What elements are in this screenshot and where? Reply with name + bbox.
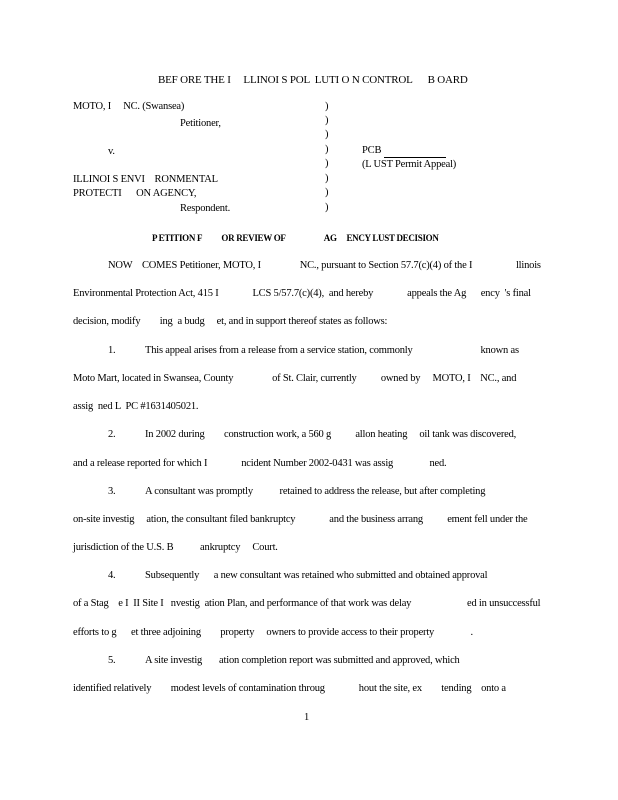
paragraph-number: 5. [108, 655, 116, 666]
body-line: identified relatively modest levels of contamination throug hout the site, ex tending onto a [73, 683, 506, 694]
pcb-number-blank [384, 157, 446, 158]
body-line: NOW COMES Petitioner, MOTO, I NC., pursuant to Section 57.7(c)(4) of the I llinois [108, 260, 541, 271]
body-line: assig ned L PC #1631405021. [73, 401, 199, 412]
body-line: Moto Mart, located in Swansea, County of St. Clair, currently owned by MOTO, I NC., and [73, 373, 517, 384]
body-line: A consultant was promptly retained to address the release, but after completing [145, 486, 486, 497]
body-line: This appeal arises from a release from a service station, commonly known as [145, 345, 519, 356]
respondent-role: Respondent. [180, 203, 231, 214]
caption-bracket: ) [325, 158, 329, 169]
page-number: 1 [304, 712, 310, 723]
caption-bracket: ) [325, 115, 329, 126]
petitioner-role: Petitioner, [180, 118, 221, 129]
body-line: of a Stag e I II Site I nvestig ation Plan, and performance of that work was delay ed in unsuccessful [73, 598, 541, 609]
pcb-label: PCB [362, 145, 382, 156]
caption-bracket: ) [325, 187, 329, 198]
board-heading: BEF ORE THE I LLINOI S POL LUTI O N CONTROL B OARD [158, 74, 468, 86]
paragraph-number: 2. [108, 429, 116, 440]
caption-bracket: ) [325, 101, 329, 112]
paragraph-number: 1. [108, 345, 116, 356]
versus-label: v. [108, 146, 115, 157]
paragraph-number: 3. [108, 486, 116, 497]
respondent-name-line-1: ILLINOI S ENVI RONMENTAL [73, 174, 218, 185]
caption-bracket: ) [325, 129, 329, 140]
respondent-name-line-2: PROTECTI ON AGENCY, [73, 188, 197, 199]
body-line: In 2002 during construction work, a 560 g allon heating oil tank was discovered, [145, 429, 517, 440]
paragraph-number: 4. [108, 570, 116, 581]
body-line: on-site investig ation, the consultant filed bankruptcy and the business arrang ement fell under the [73, 514, 528, 525]
body-line: Subsequently a new consultant was retained who submitted and obtained approval [145, 570, 488, 581]
document-title: P ETITION F OR REVIEW OF AG ENCY LUST DECISION [152, 233, 439, 243]
petitioner-name: MOTO, I NC. (Swansea) [73, 101, 185, 112]
caption-bracket: ) [325, 173, 329, 184]
caption-bracket: ) [325, 202, 329, 213]
pcb-case-type: (L UST Permit Appeal) [362, 159, 457, 170]
body-line: jurisdiction of the U.S. B ankruptcy Court. [73, 542, 278, 553]
body-line: and a release reported for which I ncident Number 2002-0431 was assig ned. [73, 458, 447, 469]
body-line: decision, modify ing a budg et, and in support thereof states as follows: [73, 316, 388, 327]
body-line: A site investig ation completion report was submitted and approved, which [145, 655, 460, 666]
body-line: efforts to g et three adjoining property owners to provide access to their property . [73, 627, 473, 638]
caption-bracket: ) [325, 144, 329, 155]
body-line: Environmental Protection Act, 415 I LCS 5/57.7(c)(4), and hereby appeals the Ag ency 's final [73, 288, 531, 299]
